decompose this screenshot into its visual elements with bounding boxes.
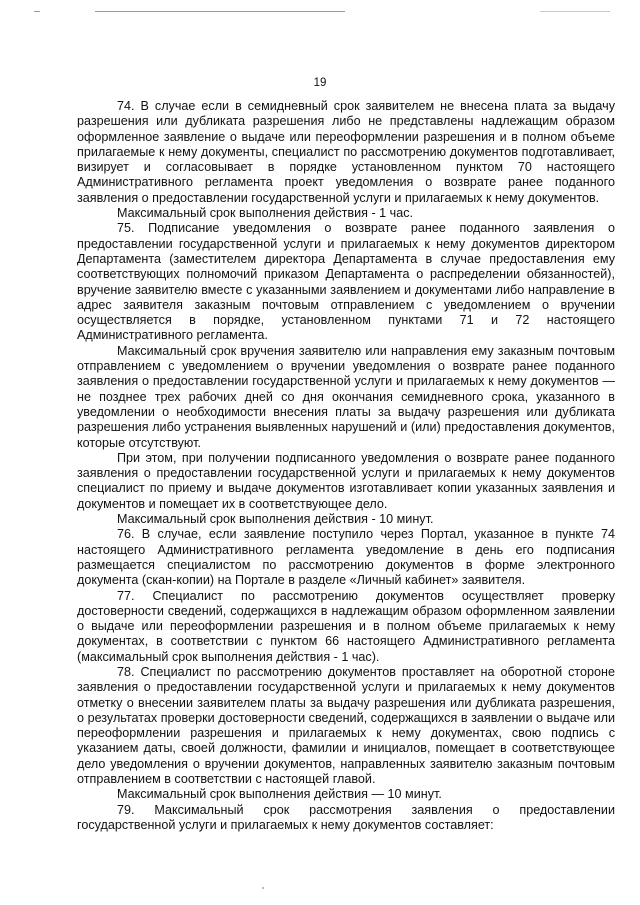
scan-artifact-line <box>540 11 610 12</box>
scan-artifact-line <box>95 11 345 12</box>
paragraph-75: 75. Подписание уведомления о возврате ранее поданного заявления о предоставлении государственной услуги и прилагаемых к нему документов директором Департамента (заместителем директора Департамента в случае предоставления ему соответствующих полномочий приказом Департамента о распределении обязанностей), вручение заявителю вместе с указанными заявлением и документами либо направление в адрес заявителя заказным почтовым отправлением с уведомлением о вручении осуществляется в порядке, установленном пунктами 71 и 72 настоящего Административного регламента. <box>77 221 615 343</box>
document-body <box>77 99 615 833</box>
page-number: 19 <box>313 77 327 89</box>
paragraph-75-deadline: Максимальный срок вручения заявителю или направления ему заказным почтовым отправлением с уведомлением о вручении уведомления о возврате ранее поданного заявления о предоставлении государственной услуги и прилагаемых к нему документов — не позднее трех рабочих дней со дня окончания семидневного срока, указанного в уведомлении о необходимости внесения платы за выдачу разрешения или дубликата разрешения либо устранения выявленных нарушений и (или) предоставления документов, которые отсутствуют. <box>77 343 615 450</box>
paragraph-75-copies: При этом, при получении подписанного уведомления о возврате ранее поданного заявления о предоставлении государственной услуги и прилагаемых к нему документов специалист по приему и выдаче документов изготавливает копии указанных заявления и документов и помещает их в соответствующее дело. <box>77 450 615 511</box>
paragraph-74: 74. В случае если в семидневный срок заявителем не внесена плата за выдачу разрешения или дубликата разрешения либо не представлены надлежащим образом оформленное заявление о выдаче или переоформлении разрешения и в полном объеме прилагаемые к нему документы, специалист по рассмотрению документов подготавливает, визирует и согласовывает в порядке установленном пунктом 70 настоящего Административного регламента проект уведомления о возврате ранее поданного заявления о предоставлении государственной услуги и прилагаемых к нему документов. <box>77 99 615 205</box>
paragraph-78-deadline: Максимальный срок выполнения действия — 10 минут. <box>117 787 442 802</box>
paragraph-76: 76. В случае, если заявление поступило через Портал, указанное в пункте 74 настоящего Административного регламента уведомление в день его подписания размещается специалистом по рассмотрению документов в форме электронного документа (скан-копии) на Портале в разделе «Личный кабинет» заявителя. <box>77 527 615 588</box>
paragraph-79: 79. Максимальный срок рассмотрения заявления о предоставлении государственной услуги и прилагаемых к нему документов составляет: <box>77 802 615 832</box>
scan-artifact-dot <box>262 887 264 889</box>
paragraph-77: 77. Специалист по рассмотрению документов осуществляет проверку достоверности сведений, содержащихся в надлежащим образом оформленном заявлении о выдаче или переоформлении разрешения и в полном объеме прилагаемых к нему документах, в соответствии с пунктом 66 настоящего Административного регламента (максимальный срок выполнения действия - 1 час). <box>77 588 615 664</box>
paragraph-78: 78. Специалист по рассмотрению документов проставляет на оборотной стороне заявления о предоставлении государственной услуги и прилагаемых к нему документов отметку о внесении заявителем платы за выдачу разрешения или дубликата разрешения, о результатах проверки достоверности сведений, содержащихся в заявлении о выдаче или переоформлении разрешения и прилагаемых к нему документах, свою подпись с указанием даты, своей должности, фамилии и инициалов, помещает в соответствующее дело уведомления о вручении документов, направленных заявителю заказным почтовым отправлением в соответствии с настоящей главой. <box>77 664 615 787</box>
paragraph-74-deadline: Максимальный срок выполнения действия - 1 час. <box>117 206 414 221</box>
paragraph-75-copies-deadline: Максимальный срок выполнения действия - 10 минут. <box>117 512 434 527</box>
scan-artifact-line <box>34 11 40 12</box>
